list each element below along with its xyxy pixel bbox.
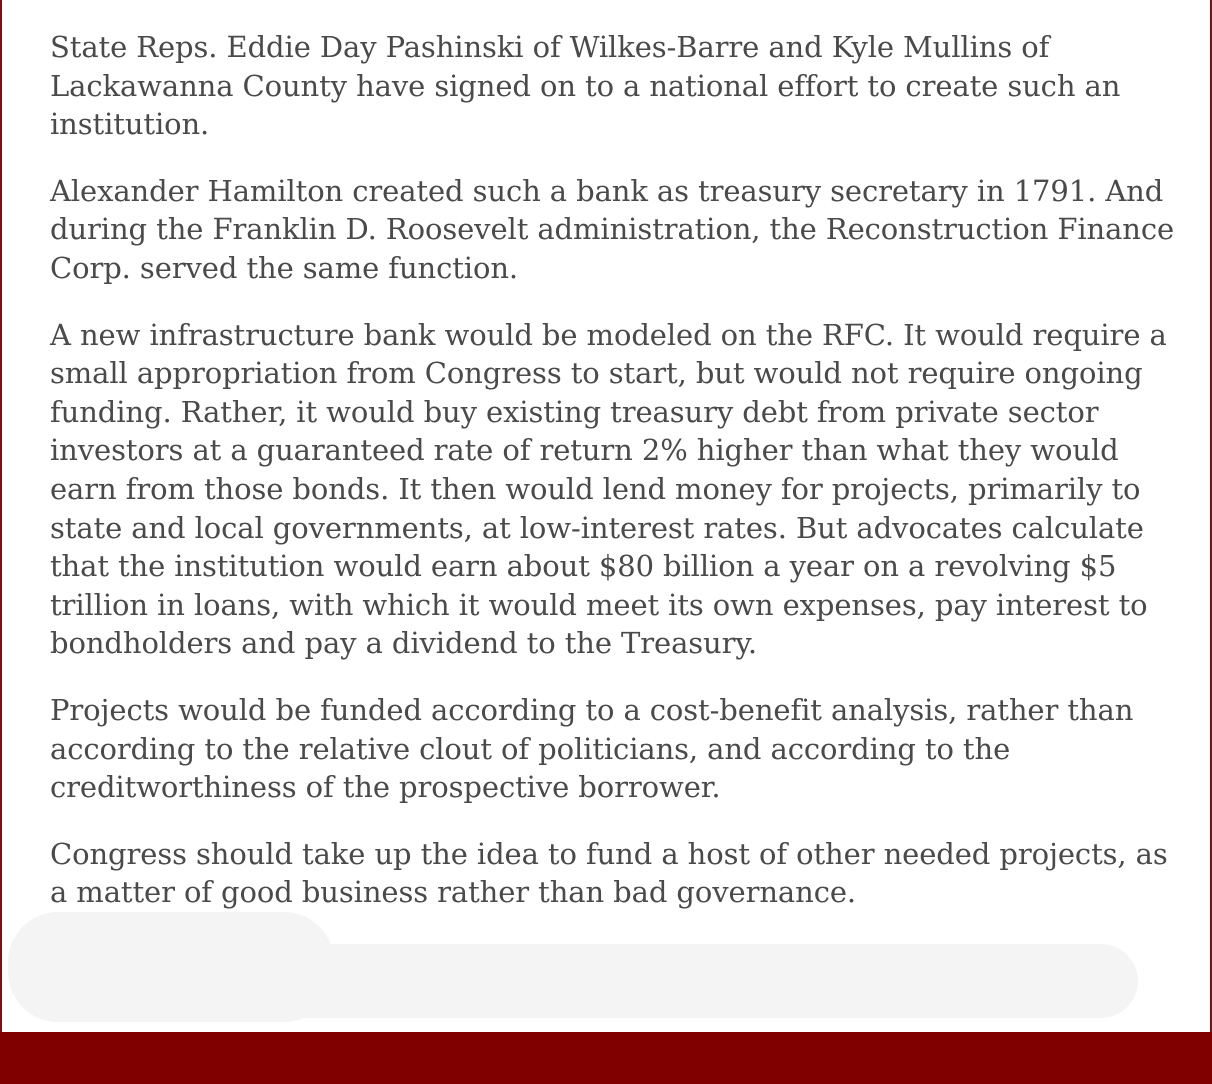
paragraph-5: Congress should take up the idea to fund a host of other needed projects, as a matter of good business rather than bad governance. [50, 836, 1168, 910]
paragraph-2: Alexander Hamilton created such a bank as treasury secretary in 1791. And during the Franklin D. Roosevelt administration, the Reconstruction Finance Corp. served the same function. [50, 173, 1175, 285]
article-body [50, 28, 1190, 940]
paragraph-1: State Reps. Eddie Day Pashinski of Wilkes-Barre and Kyle Mullins of Lackawanna County have signed on to a national effort to create such an institution. [50, 30, 1121, 142]
paragraph-3: A new infrastructure bank would be modeled on the RFC. It would require a small appropriation from Congress to start, but would not require ongoing funding. Rather, it would buy existing treasury debt from private sector investors at a guaranteed rate of return 2% higher than what they would earn from those bonds. It then would lend money for projects, primarily to state and local governments, at low-interest rates. But advocates calculate that the institution would earn about $80 billion a year on a revolving $5 trillion in loans, with which it would meet its own expenses, pay interest to bondholders and pay a dividend to the Treasury. [50, 317, 1167, 661]
paragraph-4: Projects would be funded according to a cost-benefit analysis, rather than according to the relative clout of politicians, and according to the creditworthiness of the prospective borrower. [50, 692, 1134, 805]
redacted-area [22, 944, 1138, 1018]
footer-bar [0, 1032, 1212, 1084]
